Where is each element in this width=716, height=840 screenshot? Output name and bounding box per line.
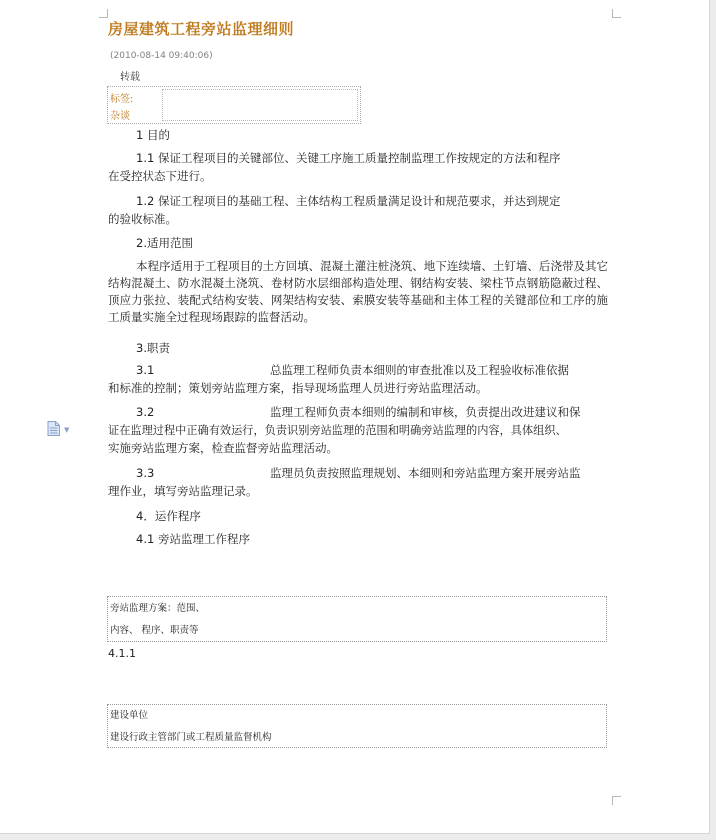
caret-down-icon[interactable]: ▼ — [64, 426, 70, 434]
article-datetime: (2010-08-14 09:40:06) — [110, 51, 213, 61]
section-4-1-1-number: 4.1.1 — [108, 647, 136, 660]
tags-value-cell — [162, 89, 358, 121]
section-4-1-heading: 4.1 旁站监理工作程序 — [136, 532, 250, 546]
scope-paragraph: 本程序适用于工程项目的土方回填、混凝土灌注桩浇筑、地下连续墙、土钉墙、后浇带及其它结构混凝土、防水混凝土浇筑、卷材防水层细部构造处理、钢结构安装、梁柱节点钢筋隐蔽过程、顶应力张拉、装配式结构安装、网架结构安装、索膜安装等基础和主体工程的关键部位和工序的施工质量实施全过程现场跟踪的监督活动。 — [108, 259, 608, 324]
reprint-label: 转载 — [120, 72, 140, 83]
tags-label: 标签: — [110, 94, 134, 105]
para-3-3-number: 3.3 — [136, 466, 155, 480]
section-1-heading: 1 目的 — [136, 128, 170, 142]
tags-table — [107, 86, 361, 124]
para-3-2-line2: 证在监理过程中正确有效运行，负责识别旁站监理的范围和明确旁站监理的内容，具体组织、 — [108, 424, 567, 437]
document-icon[interactable] — [47, 421, 60, 436]
flow-box-2 — [107, 704, 607, 748]
flow-box-1 — [107, 596, 607, 642]
tag-link[interactable]: 杂谈 — [110, 111, 130, 122]
crop-mark-top-right — [612, 9, 621, 18]
para-3-1-line1: 总监理工程师负责本细则的审查批准以及工程验收标准依据 — [270, 363, 569, 377]
flow-box-2-line2: 建设行政主管部门或工程质量监督机构 — [110, 732, 272, 743]
crop-mark-top-left — [99, 9, 108, 18]
para-3-3-line1: 监理员负责按照监理规划、本细则和旁站监理方案开展旁站监 — [270, 466, 581, 480]
flow-box-1-line1: 旁站监理方案：范围、 — [110, 603, 206, 614]
flow-box-1-line2: 内容、 程序、职责等 — [110, 625, 199, 636]
para-3-1-line2: 和标准的控制；策划旁站监理方案，指导现场监理人员进行旁站监理活动。 — [108, 381, 488, 395]
flow-box-2-line1: 建设单位 — [110, 710, 149, 721]
section-3-heading: 3.职责 — [136, 341, 170, 355]
section-4-heading: 4．运作程序 — [136, 509, 201, 523]
crop-mark-bottom-right — [612, 796, 621, 805]
para-3-1-number: 3.1 — [136, 363, 155, 377]
para-3-2-number: 3.2 — [136, 405, 155, 419]
para-3-2-line3: 实施旁站监理方案，检查监督旁站监理活动。 — [108, 441, 338, 455]
para-3-2-line1: 监理工程师负责本细则的编制和审核，负责提出改进建议和保 — [270, 405, 581, 419]
para-1-2-line2: 的验收标准。 — [108, 212, 177, 226]
para-1-2-line1: 1.2 保证工程项目的基础工程、主体结构工程质量满足设计和规范要求，并达到规定 — [136, 194, 561, 208]
article-title: 房屋建筑工程旁站监理细则 — [108, 20, 295, 38]
para-1-1-line1: 1.1 保证工程项目的关键部位、关键工序施工质量控制监理工作按规定的方法和程序 — [136, 151, 561, 165]
para-1-1-line2: 在受控状态下进行。 — [108, 169, 212, 183]
para-3-3-line2: 理作业，填写旁站监理记录。 — [108, 484, 258, 498]
section-2-heading: 2.适用范围 — [136, 236, 193, 250]
